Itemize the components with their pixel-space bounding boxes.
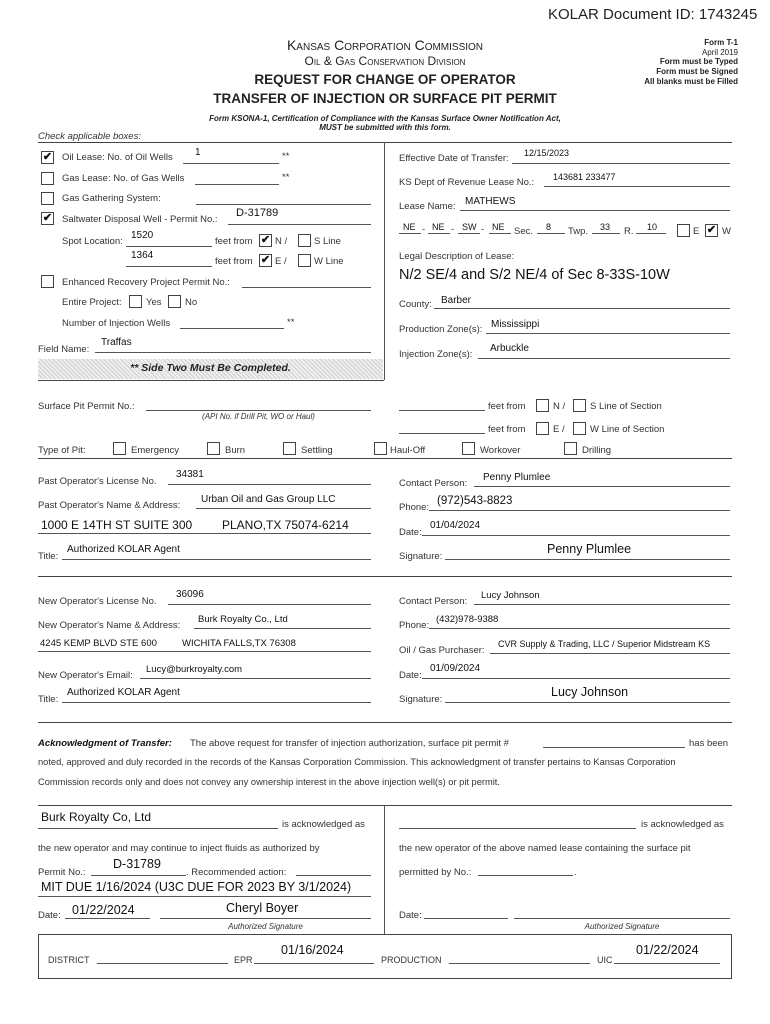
north-label: N / (275, 236, 288, 247)
range-east-label: E (693, 226, 700, 237)
past-title-value[interactable]: Authorized KOLAR Agent (67, 544, 180, 555)
api-note: (API No. if Drill Pit, WO or Haul) (202, 412, 315, 421)
past-name-address-label: Past Operator's Name & Address: (38, 500, 181, 511)
purchaser-value[interactable]: CVR Supply & Trading, LLC / Superior Midstream KS (498, 639, 711, 649)
ack-text-3: Commission records only and does not convey any ownership interest in the above injection well(s) or pit permit. (38, 777, 500, 787)
entire-no-checkbox[interactable] (168, 295, 181, 308)
ack-has-been: has been (689, 738, 729, 749)
workover-checkbox[interactable] (462, 442, 475, 455)
past-license-value[interactable]: 34381 (176, 469, 204, 480)
new-signature-label: Signature: (399, 694, 443, 705)
injection-wells-stars: ** (287, 317, 295, 328)
ksona-note: Form KSONA-1, Certification of Compliance with the Kansas Surface Owner Notification Act, (209, 114, 561, 123)
legal-description-value[interactable]: N/2 SE/4 and S/2 NE/4 of Sec 8-33S-10W (399, 267, 670, 283)
past-title-label: Title: (38, 551, 59, 562)
county-value[interactable]: Barber (441, 295, 472, 306)
eor-checkbox[interactable] (41, 275, 54, 288)
effective-date-value[interactable]: 12/15/2023 (524, 148, 570, 158)
sec-value[interactable]: 8 (546, 222, 552, 232)
new-title-label: Title: (38, 694, 59, 705)
effective-date-label: Effective Date of Transfer: (399, 153, 509, 164)
yes-label: Yes (146, 297, 162, 308)
twp-label: Twp. (568, 226, 589, 237)
rng-label: R. (624, 226, 634, 237)
past-signature-label: Signature: (399, 551, 443, 562)
county-label: County: (399, 299, 432, 310)
uic-label: UIC (597, 955, 613, 965)
ack-permitted-by-label: permitted by No.: (399, 867, 472, 878)
injection-wells-label: Number of Injection Wells (62, 318, 171, 329)
surface-pit-label: Surface Pit Permit No.: (38, 401, 135, 412)
past-license-label: Past Operator's License No. (38, 476, 157, 487)
past-name-value[interactable]: Urban Oil and Gas Group LLC (201, 494, 336, 505)
new-address-line-2[interactable]: WICHITA FALLS,TX 76308 (182, 638, 296, 649)
feet-from-ns: feet from (215, 236, 253, 247)
swd-checkbox[interactable]: ✔ (42, 212, 53, 224)
ack-left-auth-sig-label: Authorized Signature (228, 922, 303, 931)
spot-location-label: Spot Location: (62, 236, 123, 247)
legal-description-label: Legal Description of Lease: (399, 251, 515, 262)
gas-lease-checkbox[interactable] (41, 172, 54, 185)
settling-checkbox[interactable] (283, 442, 296, 455)
past-phone-value[interactable]: (972)543-8823 (437, 495, 513, 507)
haul-off-label: Haul-Off (390, 445, 426, 456)
drilling-label: Drilling (582, 445, 612, 456)
burn-checkbox[interactable] (207, 442, 220, 455)
new-license-label: New Operator's License No. (38, 596, 157, 607)
new-date-label: Date: (399, 670, 422, 681)
signed-note: Form must be Signed (656, 67, 738, 76)
production-zone-label: Production Zone(s): (399, 324, 483, 335)
twp-value[interactable]: 33 (600, 222, 611, 232)
north-checkbox[interactable]: ✔ (260, 234, 271, 246)
new-address-line-1[interactable]: 4245 KEMP BLVD STE 600 (40, 638, 157, 649)
spot-ew-value[interactable]: 1364 (131, 250, 154, 261)
past-phone-label: Phone: (399, 502, 430, 513)
ack-heading: Acknowledgment of Transfer: (38, 738, 172, 749)
range-east-checkbox[interactable] (677, 224, 690, 237)
pit-north-checkbox[interactable] (536, 399, 549, 412)
swd-label: Saltwater Disposal Well - Permit No.: (62, 214, 218, 225)
form-title-1: REQUEST FOR CHANGE OF OPERATOR (254, 72, 516, 87)
ack-operator-name[interactable]: Burk Royalty Co, Ltd (41, 810, 152, 824)
ack-left-text: the new operator and may continue to inject fluids as authorized by (38, 843, 320, 854)
ack-right-date-label: Date: (399, 910, 422, 921)
ack-left-signature[interactable]: Cheryl Boyer (226, 901, 299, 915)
new-contact-label: Contact Person: (399, 596, 468, 607)
pit-south-label: S Line of Section (590, 401, 662, 412)
lease-name-label: Lease Name: (399, 201, 456, 212)
agency-name: Kansas Corporation Commission (286, 37, 484, 53)
east-label: E / (275, 256, 287, 267)
epr-date-value[interactable]: 01/16/2024 (281, 943, 344, 957)
lease-name-value[interactable]: MATHEWS (465, 196, 516, 207)
gas-gathering-label: Gas Gathering System: (62, 193, 161, 204)
haul-off-checkbox[interactable] (374, 442, 387, 455)
typed-note: Form must be Typed (659, 57, 738, 66)
pit-south-checkbox[interactable] (573, 399, 586, 412)
workover-label: Workover (480, 445, 521, 456)
new-date-value[interactable]: 01/09/2024 (430, 663, 481, 674)
production-zone-value[interactable]: Mississippi (491, 319, 540, 330)
oil-wells-value[interactable]: 1 (195, 147, 201, 158)
past-address-line-1[interactable]: 1000 E 14TH ST SUITE 300 (41, 518, 193, 532)
range-west-label: W (722, 226, 731, 237)
new-name-value[interactable]: Burk Royalty Co., Ltd (198, 614, 288, 625)
injection-zone-label: Injection Zone(s): (399, 349, 473, 360)
new-phone-value[interactable]: (432)978-9388 (436, 614, 499, 625)
settling-label: Settling (301, 445, 333, 456)
division-name: Oil & Gas Conservation Division (304, 54, 466, 68)
past-date-value[interactable]: 01/04/2024 (430, 520, 481, 531)
burn-label: Burn (225, 445, 246, 456)
form-date: April 2019 (701, 48, 738, 57)
pit-north-label: N / (553, 401, 566, 412)
south-checkbox[interactable] (298, 234, 311, 247)
quarter-4[interactable]: NE (492, 222, 505, 232)
new-contact-value[interactable]: Lucy Johnson (481, 590, 540, 601)
new-name-address-label: New Operator's Name & Address: (38, 620, 181, 631)
eor-label: Enhanced Recovery Project Permit No.: (62, 277, 230, 288)
east-checkbox[interactable]: ✔ (260, 254, 271, 266)
pit-east-checkbox[interactable] (536, 422, 549, 435)
entire-yes-checkbox[interactable] (129, 295, 142, 308)
ack-right-is-acknowledged: is acknowledged as (641, 819, 724, 830)
rng-value[interactable]: 10 (647, 222, 658, 232)
ks-lease-no-label: KS Dept of Revenue Lease No.: (399, 177, 535, 188)
emergency-label: Emergency (131, 445, 180, 456)
quarter-3[interactable]: SW (462, 222, 477, 232)
injection-zone-value[interactable]: Arbuckle (490, 343, 529, 354)
ack-text-2: noted, approved and duly recorded in the records of the Kansas Corporation Commission. This acknowledgment of transfer pertains to Kansas Corporation (38, 757, 676, 767)
ack-left-date-label: Date: (38, 910, 61, 921)
side-two-note: ** Side Two Must Be Completed. (130, 362, 291, 374)
pit-west-label: W Line of Section (590, 424, 665, 435)
past-signature-value[interactable]: Penny Plumlee (547, 542, 632, 556)
new-signature-value[interactable]: Lucy Johnson (551, 685, 629, 699)
range-west-checkbox[interactable]: ✔ (706, 224, 717, 236)
pit-west-checkbox[interactable] (573, 422, 586, 435)
new-phone-label: Phone: (399, 620, 430, 631)
new-email-value[interactable]: Lucy@burkroyalty.com (146, 664, 243, 675)
entire-project-label: Entire Project: (62, 297, 122, 308)
past-date-label: Date: (399, 527, 422, 538)
production-label: PRODUCTION (381, 955, 442, 965)
swd-permit-value[interactable]: D-31789 (236, 207, 279, 219)
emergency-checkbox[interactable] (113, 442, 126, 455)
drilling-checkbox[interactable] (564, 442, 577, 455)
field-name-label: Field Name: (38, 344, 90, 355)
district-label: DISTRICT (48, 955, 90, 965)
ks-lease-no-value[interactable]: 143681 233477 (553, 172, 616, 182)
check-boxes-label: Check applicable boxes: (38, 131, 141, 142)
new-email-label: New Operator's Email: (38, 670, 133, 681)
pit-feet-from-ns: feet from (488, 401, 526, 412)
west-label: W Line (314, 256, 344, 267)
oil-lease-label: Oil Lease: No. of Oil Wells (62, 152, 173, 163)
sec-label: Sec. (514, 226, 534, 237)
west-checkbox[interactable] (298, 254, 311, 267)
form-title-2: TRANSFER OF INJECTION OR SURFACE PIT PERMIT (213, 91, 557, 106)
epr-label: EPR (234, 955, 253, 965)
gas-lease-label: Gas Lease: No. of Gas Wells (62, 173, 185, 184)
pit-east-label: E / (553, 424, 565, 435)
purchaser-label: Oil / Gas Purchaser: (399, 645, 485, 656)
ack-right-text: the new operator of the above named lease containing the surface pit (399, 843, 691, 854)
no-label: No (185, 297, 198, 308)
field-name-value[interactable]: Traffas (101, 337, 132, 348)
new-title-value[interactable]: Authorized KOLAR Agent (67, 687, 180, 698)
new-license-value[interactable]: 36096 (176, 589, 204, 600)
spot-ns-value[interactable]: 1520 (131, 230, 154, 241)
recommended-action-label: . Recommended action: (186, 867, 287, 878)
document-id: KOLAR Document ID: 1743245 (548, 6, 758, 23)
past-address-line-2[interactable]: PLANO,TX 75074-6214 (222, 518, 349, 532)
uic-date-value[interactable]: 01/22/2024 (636, 943, 699, 957)
pit-feet-from-ew: feet from (488, 424, 526, 435)
recommended-action-value[interactable]: MIT DUE 1/16/2024 (U3C DUE FOR 2023 BY 3/1/2024) (41, 880, 352, 894)
ack-left-is-acknowledged: is acknowledged as (282, 819, 365, 830)
ack-permit-label: Permit No.: (38, 867, 86, 878)
ksona-note-2: MUST be submitted with this form. (319, 123, 451, 132)
blanks-note: All blanks must be Filled (644, 77, 738, 86)
type-of-pit-label: Type of Pit: (38, 445, 86, 456)
quarter-1[interactable]: NE (403, 222, 416, 232)
ack-left-date-value[interactable]: 01/22/2024 (72, 903, 135, 917)
feet-from-ew: feet from (215, 256, 253, 267)
ack-right-auth-sig-label: Authorized Signature (584, 922, 660, 931)
oil-wells-stars: ** (282, 151, 290, 162)
gas-gathering-checkbox[interactable] (41, 192, 54, 205)
ack-permit-value[interactable]: D-31789 (113, 857, 161, 871)
past-contact-label: Contact Person: (399, 478, 468, 489)
quarter-2[interactable]: NE (432, 222, 445, 232)
oil-lease-checkbox[interactable]: ✔ (42, 151, 53, 163)
form-number: Form T-1 (704, 38, 738, 47)
south-label: S Line (314, 236, 341, 247)
past-contact-value[interactable]: Penny Plumlee (483, 472, 551, 483)
gas-wells-stars: ** (282, 172, 290, 183)
ack-text-1: The above request for transfer of injection authorization, surface pit permit # (190, 738, 509, 749)
